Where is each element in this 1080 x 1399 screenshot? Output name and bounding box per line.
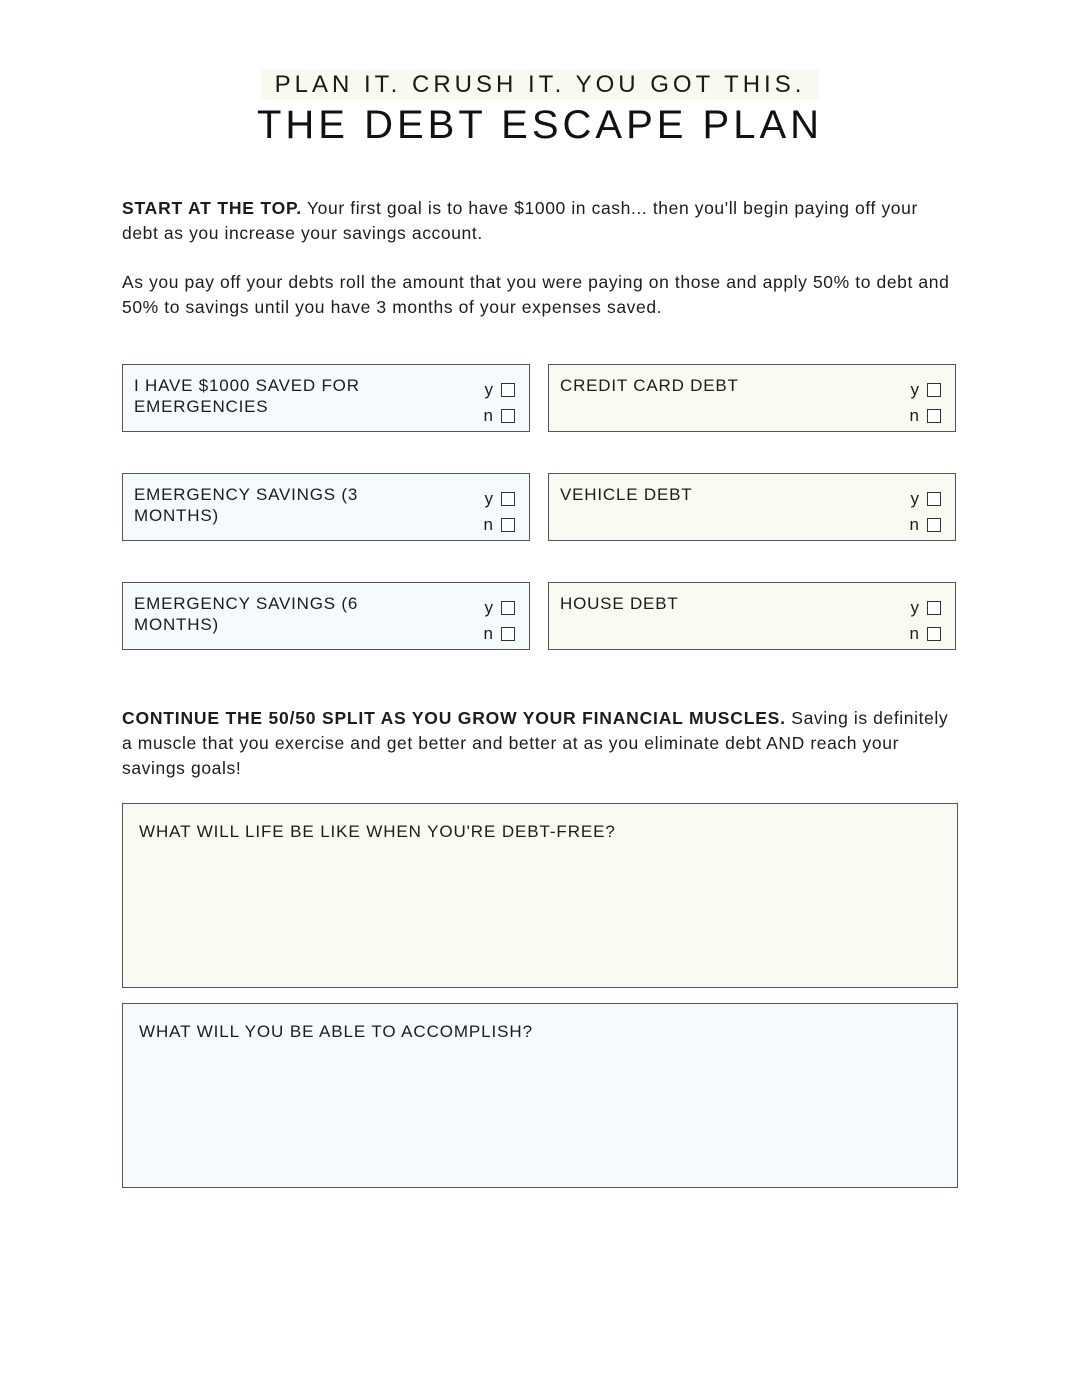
yes-no-group xyxy=(901,595,941,647)
continue-paragraph xyxy=(122,706,958,781)
no-label: n xyxy=(483,406,493,425)
checklist-item-label: EMERGENCY SAVINGS (6 MONTHS) xyxy=(134,594,359,634)
reflection-box-accomplish[interactable] xyxy=(122,1003,958,1188)
checklist-item-label: EMERGENCY SAVINGS (3 MONTHS) xyxy=(134,485,359,525)
reflection-box-debt-free[interactable] xyxy=(122,803,958,988)
yes-label: y xyxy=(910,598,919,617)
yes-label: y xyxy=(910,489,919,508)
checklist-item-label: I HAVE $1000 SAVED FOR EMERGENCIES xyxy=(134,376,360,416)
yes-label: y xyxy=(910,380,919,399)
reflection-question-1: WHAT WILL LIFE BE LIKE WHEN YOU'RE DEBT-FREE? xyxy=(139,822,616,841)
no-label: n xyxy=(483,515,493,534)
no-label: n xyxy=(909,515,919,534)
checklist-item-emergency-1000 xyxy=(122,364,530,432)
no-label: n xyxy=(909,406,919,425)
no-checkbox[interactable] xyxy=(501,409,515,423)
yes-checkbox[interactable] xyxy=(501,601,515,615)
no-checkbox[interactable] xyxy=(927,627,941,641)
intro-paragraph-2: As you pay off your debts roll the amount that you were paying on those and apply 50% to debt and 50% to savings until you have 3 months of your expenses saved. xyxy=(122,272,950,317)
tagline-container xyxy=(0,70,1080,100)
no-checkbox[interactable] xyxy=(501,518,515,532)
yes-no-group xyxy=(901,486,941,538)
yes-label: y xyxy=(484,380,493,399)
yes-label: y xyxy=(484,489,493,508)
checklist-item-vehicle-debt xyxy=(548,473,956,541)
continue-text: Saving is definitely a muscle that you exercise and get better and better at as you eliminate debt AND reach your savings goals! xyxy=(122,708,949,778)
intro-lead: START AT THE TOP. xyxy=(122,198,302,218)
yes-checkbox[interactable] xyxy=(927,383,941,397)
yes-checkbox[interactable] xyxy=(501,383,515,397)
reflection-question-2: WHAT WILL YOU BE ABLE TO ACCOMPLISH? xyxy=(139,1022,533,1041)
no-checkbox[interactable] xyxy=(927,409,941,423)
tagline: PLAN IT. CRUSH IT. YOU GOT THIS. xyxy=(261,70,820,100)
checklist-item-house-debt xyxy=(548,582,956,650)
checklist-item-label: VEHICLE DEBT xyxy=(560,485,693,504)
intro-paragraph xyxy=(122,196,958,246)
yes-label: y xyxy=(484,598,493,617)
page-title: THE DEBT ESCAPE PLAN xyxy=(256,103,824,147)
continue-lead: CONTINUE THE 50/50 SPLIT AS YOU GROW YOUR FINANCIAL MUSCLES. xyxy=(122,708,786,728)
checklist-item-label: HOUSE DEBT xyxy=(560,594,679,613)
yes-checkbox[interactable] xyxy=(501,492,515,506)
yes-no-group xyxy=(475,595,515,647)
checklist-item-emergency-6-months xyxy=(122,582,530,650)
yes-checkbox[interactable] xyxy=(927,601,941,615)
yes-no-group xyxy=(475,377,515,429)
no-label: n xyxy=(483,624,493,643)
no-checkbox[interactable] xyxy=(927,518,941,532)
yes-no-group xyxy=(475,486,515,538)
no-checkbox[interactable] xyxy=(501,627,515,641)
no-label: n xyxy=(909,624,919,643)
checklist-item-label: CREDIT CARD DEBT xyxy=(560,376,739,395)
yes-no-group xyxy=(901,377,941,429)
intro-text: Your first goal is to have $1000 in cash... then you'll begin paying off your debt as you increase your savings account. xyxy=(122,198,918,243)
checklist-item-credit-card-debt xyxy=(548,364,956,432)
yes-checkbox[interactable] xyxy=(927,492,941,506)
checklist-item-emergency-3-months xyxy=(122,473,530,541)
